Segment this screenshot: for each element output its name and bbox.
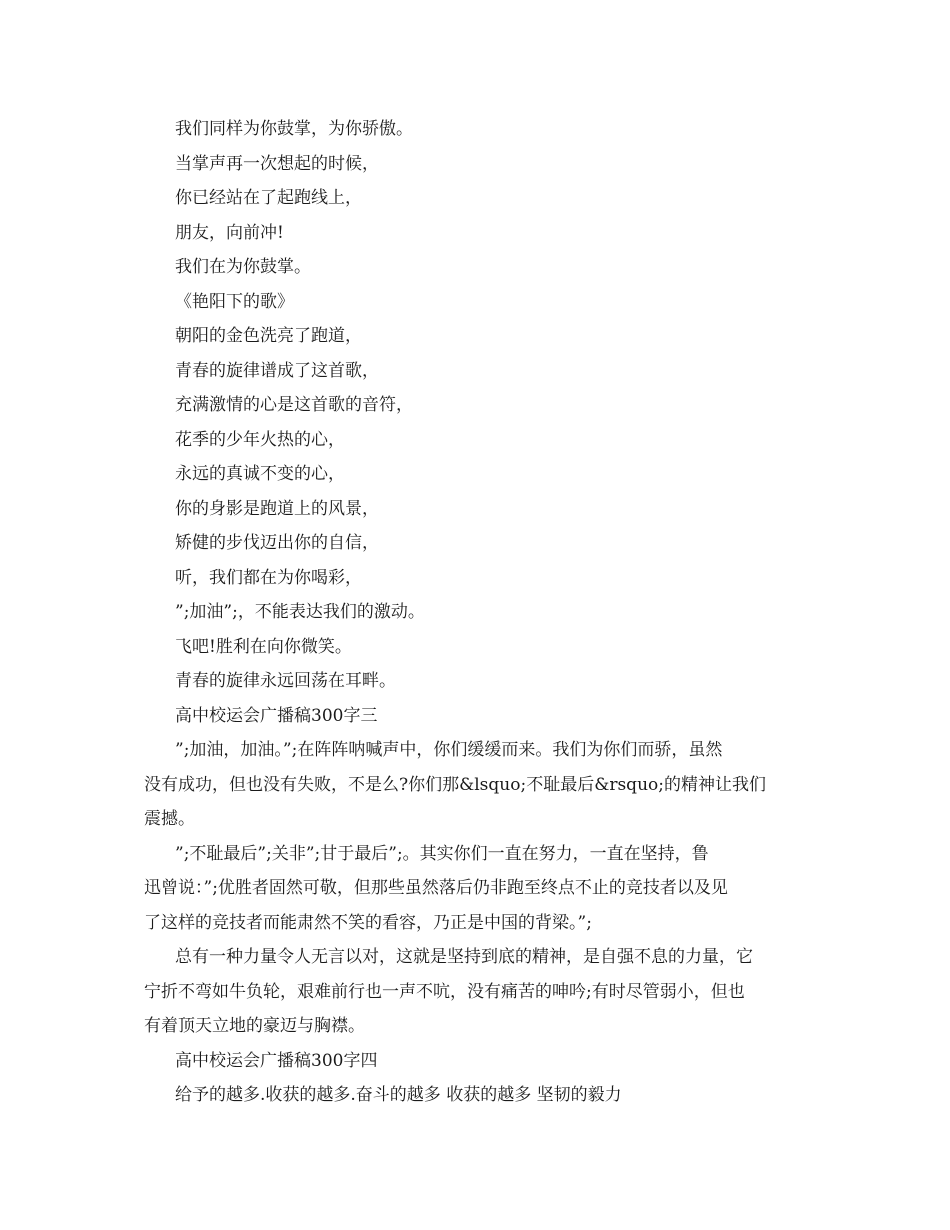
- poem-line: 当掌声再一次想起的时候，: [175, 153, 379, 174]
- section-four: [175, 1044, 815, 1113]
- paragraph-line: 震撼。: [144, 809, 195, 829]
- poem-line: 青春的旋律谱成了这首歌，: [175, 360, 379, 381]
- poem-line: 朝阳的金色洗亮了跑道，: [175, 326, 362, 346]
- section-three: [144, 699, 815, 1044]
- poem-line: 听，我们都在为你喝彩，: [175, 567, 362, 588]
- paragraph-first-line: ”;加油，加油。”;在阵阵呐喊声中，你们缓缓而来。我们为你们而骄，虽然: [175, 740, 723, 760]
- paragraph: [144, 837, 815, 941]
- paragraph-line: 宁折不弯如牛负轮，艰难前行也一声不吭，没有痛苦的呻吟;有时尽管弱小，但也: [144, 981, 745, 1002]
- poem-line: 青春的旋律永远回荡在耳畔。: [175, 671, 396, 691]
- poem-line: 矫健的步伐迈出你的自信，: [175, 533, 379, 553]
- poem-one-tail: [175, 112, 815, 285]
- paragraph-first-line: ”;不耻最后”;关非”;甘于最后”;。其实你们一直在努力，一直在坚持，鲁: [175, 843, 709, 864]
- poem-title: 《艳阳下的歌》: [175, 291, 294, 312]
- poem-line: 朋友，向前冲!: [175, 222, 284, 243]
- poem-two: [175, 285, 815, 699]
- poem-line: 永远的真诚不变的心，: [175, 464, 345, 484]
- document-page: [144, 112, 815, 1202]
- poem-line: 我们同样为你鼓掌，为你骄傲。: [175, 119, 413, 139]
- paragraph-line: 给予的越多.收获的越多.奋斗的越多 收获的越多 坚韧的毅力: [175, 1085, 622, 1105]
- poem-line: 你已经站在了起跑线上，: [175, 188, 362, 208]
- paragraph-first-line: 总有一种力量令人无言以对，这就是坚持到底的精神，是自强不息的力量，它: [175, 947, 753, 967]
- poem-line: ”;加油”;，不能表达我们的激动。: [175, 602, 425, 622]
- section-heading: 高中校运会广播稿300字四: [175, 1050, 378, 1071]
- paragraph: [144, 733, 815, 837]
- paragraph-line: 了这样的竞技者而能肃然不笑的看容，乃正是中国的背梁。”;: [144, 912, 592, 933]
- section-heading: 高中校运会广播稿300字三: [175, 705, 378, 726]
- poem-line: 充满激情的心是这首歌的音符，: [175, 395, 413, 415]
- poem-line: 花季的少年火热的心，: [175, 429, 345, 450]
- poem-line: 飞吧!胜利在向你微笑。: [175, 636, 352, 657]
- paragraph-line: 迅曾说：”;优胜者固然可敬，但那些虽然落后仍非跑至终点不止的竞技者以及见: [144, 878, 728, 898]
- poem-line: 你的身影是跑道上的风景，: [175, 498, 379, 519]
- paragraph: [144, 940, 815, 1044]
- paragraph-line: 有着顶天立地的豪迈与胸襟。: [144, 1016, 365, 1036]
- paragraph-line: 没有成功，但也没有失败，不是么?你们那&lsquo;不耻最后&rsquo;的精神让我们: [144, 774, 766, 795]
- poem-line: 我们在为你鼓掌。: [175, 257, 311, 277]
